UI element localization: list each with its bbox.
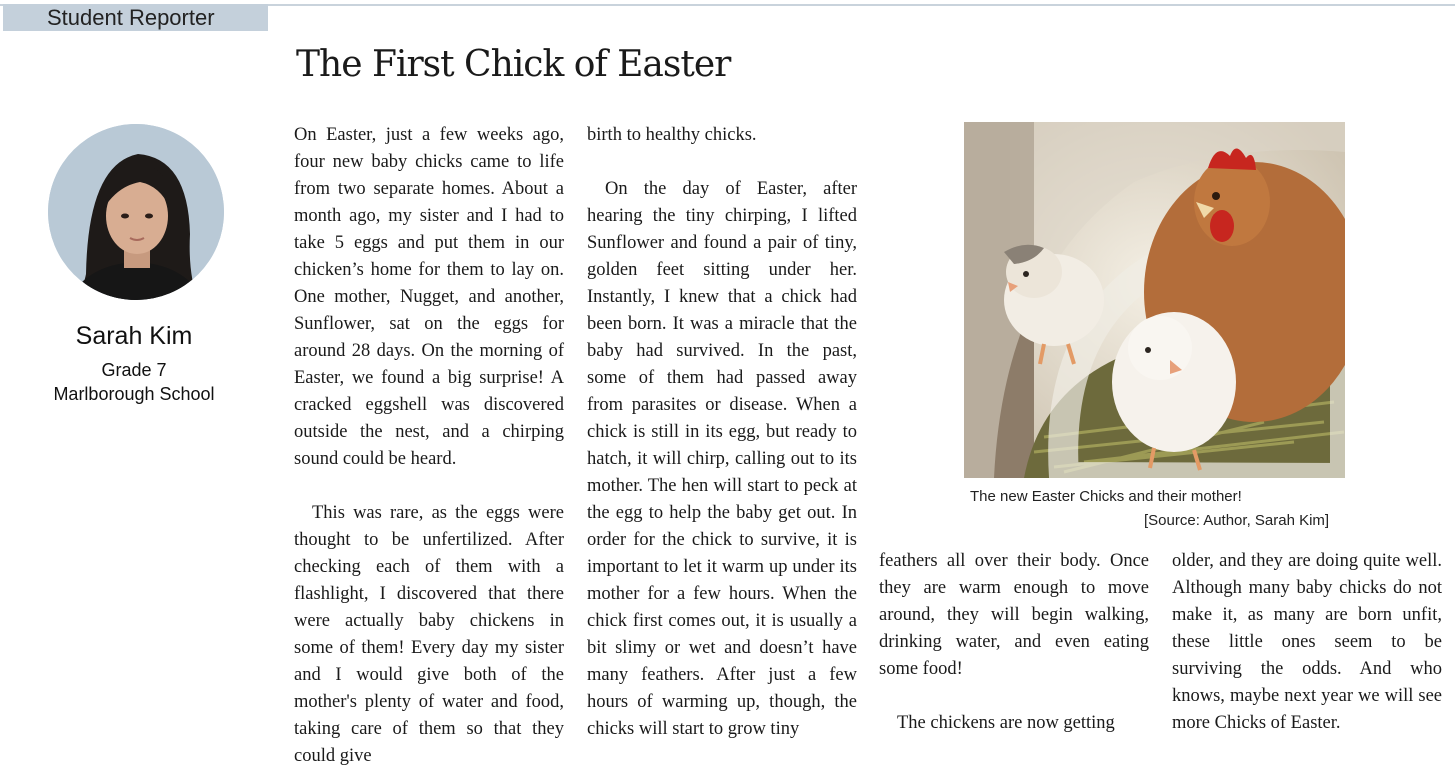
paragraph: This was rare, as the eggs were thought to be unfertilized. After checking each of them with a flashlight, I discovered that there were actually baby chickens in some of them! Every day my sister and I would give both of the mother's plenty of water and food, taking care of them so that they could give [294, 503, 564, 766]
paragraph: On Easter, just a few weeks ago, four new baby chicks came to life from two separate homes. About a month ago, my sister and I had to take 5 eggs and put them in our chicken’s home for them to lay on. One mother, Nugget, and another, Sunflower, sat on the eggs for around 28 days. On the morning of Easter, we found a big surprise! A cracked eggshell was discovered outside the nest, and a chirping sound could be heard. [294, 125, 564, 469]
paragraph: The chickens are now getting [897, 713, 1115, 733]
article-photo [964, 122, 1345, 478]
article-column-2 [587, 122, 857, 742]
article-title: The First Chick of Easter [296, 44, 731, 85]
photo-source: [Source: Author, Sarah Kim] [1144, 512, 1330, 529]
article-column-3 [879, 548, 1149, 740]
paragraph: On the day of Easter, after hearing the tiny chirping, I lifted Sunflower and found a pair of tiny, golden feet sitting under her. Instantly, I knew that a chick had been born. It was a miracle that the baby had survived. In the past, some of them had passed away from parasites or disease. When a chick is still in its egg, but ready to hatch, it will chirp, calling out to its mother. The hen will start to peck at the egg to help the baby get out. In order for the chick to survive, it is important to let it warm up under its mother for a few hours. When the chick first comes out, it is usually a bit slimy or wet and doesn’t have many feathers. After just a few hours of warming up, though, the chicks will start to grow tiny [587, 179, 857, 739]
paragraph: birth to healthy chicks. [587, 125, 757, 145]
author-grade: Grade 7 [101, 360, 167, 380]
photo-caption: The new Easter Chicks and their mother! [970, 488, 1242, 505]
paragraph: feathers all over their body. Once they are warm enough to move around, they will begin walking, drinking water, and even eating some food! [879, 551, 1149, 679]
section-label: Student Reporter [3, 4, 268, 31]
author-avatar [48, 124, 224, 300]
article-column-4 [1172, 548, 1442, 740]
author-name: Sarah Kim [75, 322, 193, 350]
author-school: Marlborough School [53, 384, 215, 404]
paragraph: older, and they are doing quite well. Although many baby chicks do not make it, as many are born unfit, these little ones seem to be surviving the odds. And who knows, maybe next year we will see more Chicks of Easter. [1172, 551, 1442, 733]
article-column-1 [294, 122, 564, 766]
